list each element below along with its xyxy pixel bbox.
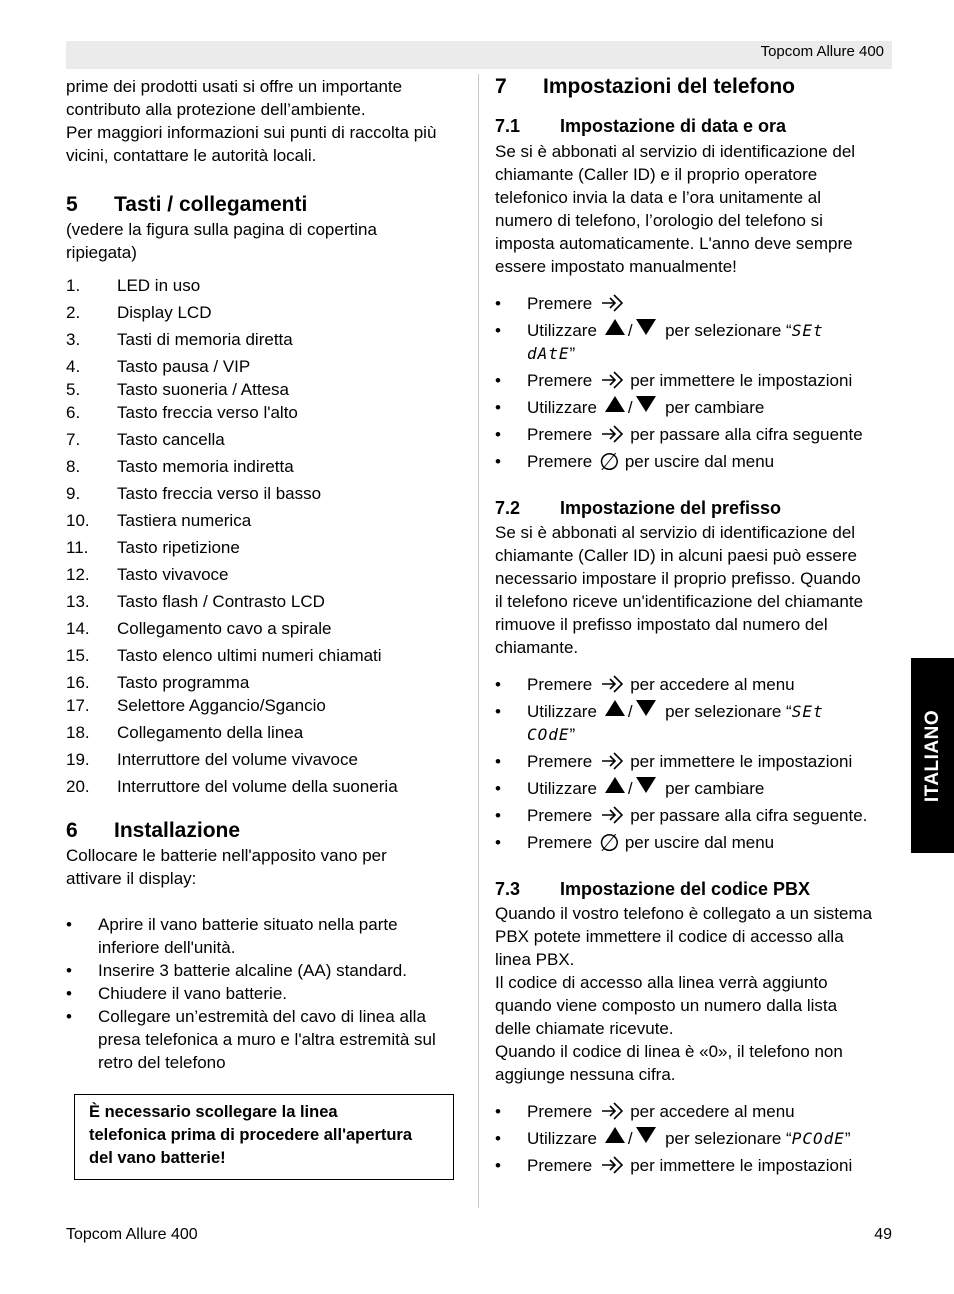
intro-paragraph [66, 75, 466, 167]
word-utilizzare: Utilizzare [527, 779, 597, 798]
section-number: 6 [66, 819, 78, 842]
enter-key-icon [600, 1101, 624, 1121]
text-line: telefonico invia la data e l’ora unitamente al [495, 188, 822, 207]
list-item [66, 401, 466, 424]
list-item [66, 301, 466, 324]
list-item [495, 396, 900, 419]
step-text [527, 396, 764, 419]
item-text: Collegamento cavo a spirale [117, 619, 332, 638]
text-line: quando viene composto un numero dalla lista [495, 996, 838, 1015]
item-text: Tasto ripetizione [117, 538, 240, 557]
page-number: 49 [874, 1226, 892, 1243]
text-line: chiamante (Caller ID) in alcuni paesi può essere [495, 546, 857, 565]
list-item [66, 482, 466, 505]
list-item [495, 1100, 900, 1123]
down-arrow-icon [636, 319, 656, 335]
item-text: Tasto suoneria / Attesa [117, 380, 289, 399]
warning-box [74, 1094, 454, 1180]
item-number: 11. [66, 538, 89, 557]
slash: / [627, 321, 633, 340]
step-text [527, 777, 764, 800]
text-line: retro del telefono [98, 1053, 226, 1072]
item-number: 16. [66, 673, 90, 692]
bullet: • [495, 398, 501, 417]
change-text: per cambiare [665, 398, 765, 417]
list-item [66, 355, 466, 378]
text-line: Quando il codice di linea è «0», il telefono non [495, 1042, 843, 1061]
item-number: 18. [66, 723, 90, 742]
list-item [66, 748, 466, 771]
word-premere: Premere [527, 833, 593, 852]
list-item [495, 750, 900, 773]
list-item [495, 777, 900, 800]
item-text: Interruttore del volume della suoneria [117, 777, 398, 796]
bullet: • [495, 321, 501, 340]
item-number: 17. [66, 696, 90, 715]
list-item [66, 328, 466, 351]
enter-key-icon [600, 293, 624, 313]
item-number: 7. [66, 430, 81, 449]
exit-menu-text: per uscire dal menu [624, 833, 775, 852]
step-text [98, 959, 407, 982]
text-line: linea PBX. [495, 950, 575, 969]
list-item [495, 292, 900, 315]
list-item [66, 563, 466, 586]
section-title: Impostazioni del telefono [543, 75, 796, 98]
word-premere: Premere [527, 425, 593, 444]
bullet: • [495, 371, 501, 390]
word-utilizzare: Utilizzare [527, 702, 597, 721]
item-number: 10. [66, 511, 90, 530]
exit-menu-text: per uscire dal menu [624, 452, 775, 471]
list-item [66, 775, 466, 798]
word-premere: Premere [527, 371, 593, 390]
section-7-heading [495, 74, 900, 100]
item-text: LED in uso [117, 276, 201, 295]
step-text [527, 750, 852, 773]
list-item [495, 700, 900, 746]
section-5-note: ripiegata) [66, 243, 137, 262]
bullet: • [495, 752, 501, 771]
text-line: Per maggiori informazioni sui punti di raccolta più [66, 123, 437, 142]
item-number: 15. [66, 646, 90, 665]
right-column [495, 74, 900, 1177]
bullet: • [495, 452, 501, 471]
section-5-note: (vedere la figura sulla pagina di copertina [66, 220, 377, 239]
list-item [66, 671, 466, 694]
list-item [495, 1154, 900, 1177]
list-item [66, 378, 466, 401]
item-number: 8. [66, 457, 81, 476]
list-item [495, 804, 900, 827]
list-item [66, 590, 466, 613]
word-premere: Premere [527, 452, 593, 471]
text-line: delle chiamate ricevute. [495, 1019, 674, 1038]
item-text: Display LCD [117, 303, 212, 322]
section-7-2-heading [495, 496, 900, 520]
text-line: chiamante. [495, 638, 579, 657]
installation-steps [66, 913, 466, 1074]
bullet: • [66, 915, 72, 934]
bullet: • [495, 1156, 501, 1175]
bullet: • [495, 702, 501, 721]
up-arrow-icon [605, 396, 625, 412]
select-text: per selezionare “ [665, 702, 792, 721]
lcd-text: COdE [527, 725, 570, 744]
list-item [495, 673, 900, 696]
enter-settings-text: per immettere le impostazioni [630, 1156, 853, 1175]
word-utilizzare: Utilizzare [527, 398, 597, 417]
step-text [98, 1005, 436, 1074]
down-arrow-icon [636, 396, 656, 412]
step-text [527, 423, 863, 446]
change-text: per cambiare [665, 779, 765, 798]
section-number: 7.3 [495, 879, 521, 899]
text-line: prime dei prodotti usati si offre un importante [66, 77, 403, 96]
enter-key-icon [600, 805, 624, 825]
text-line: Collegare un’estremità del cavo di linea alla [98, 1007, 426, 1026]
item-number: 20. [66, 777, 90, 796]
word-premere: Premere [527, 675, 593, 694]
keys-list [66, 274, 466, 798]
text-line: essere impostato manualmente! [495, 257, 737, 276]
item-number: 5. [66, 380, 81, 399]
step-text [527, 449, 775, 476]
step-text [527, 700, 824, 746]
word-premere: Premere [527, 1102, 593, 1121]
column-divider [478, 74, 479, 1208]
enter-key-icon [600, 370, 624, 390]
section-6-heading [66, 818, 466, 844]
item-number: 12. [66, 565, 90, 584]
item-text: Tasto memoria indiretta [117, 457, 294, 476]
section-number: 7.1 [495, 116, 521, 136]
item-number: 1. [66, 276, 81, 295]
step-text [527, 1154, 852, 1177]
text-line: contributo alla protezione dell’ambiente. [66, 100, 366, 119]
list-item [66, 721, 466, 744]
text-line: Inserire 3 batterie alcaline (AA) standard. [98, 961, 407, 980]
step-text [527, 673, 795, 696]
step-text [98, 982, 287, 1005]
warning-line: del vano batterie! [89, 1149, 226, 1167]
left-column [66, 74, 466, 1074]
up-arrow-icon [605, 1127, 625, 1143]
section-5-heading [66, 192, 466, 218]
bullet: • [495, 833, 501, 852]
next-digit-text: per passare alla cifra seguente. [630, 806, 868, 825]
bullet: • [495, 779, 501, 798]
access-menu-text: per accedere al menu [630, 1102, 795, 1121]
word-utilizzare: Utilizzare [527, 321, 597, 340]
down-arrow-icon [636, 777, 656, 793]
item-text: Tasto freccia verso il basso [117, 484, 322, 503]
enter-key-icon [600, 1155, 624, 1175]
header-bar [66, 41, 892, 69]
text-line: Aprire il vano batterie situato nella parte [98, 915, 398, 934]
down-arrow-icon [636, 1127, 656, 1143]
list-item [66, 536, 466, 559]
section-number: 7.2 [495, 498, 521, 518]
word-premere: Premere [527, 806, 593, 825]
section-7-1-body [495, 140, 900, 278]
list-item [66, 644, 466, 667]
section-7-2-body [495, 521, 900, 659]
section-title: Impostazione del prefisso [560, 498, 782, 518]
text-line: presa telefonica a muro e l'altra estremità sul [98, 1030, 436, 1049]
lcd-text: PCOdE [791, 1129, 845, 1148]
bullet: • [495, 1129, 501, 1148]
bullet: • [495, 806, 501, 825]
item-text: Tasto elenco ultimi numeri chiamati [117, 646, 382, 665]
item-text: Selettore Aggancio/Sgancio [117, 696, 326, 715]
up-arrow-icon [605, 700, 625, 716]
access-menu-text: per accedere al menu [630, 675, 795, 694]
item-text: Tastiera numerica [117, 511, 252, 530]
item-number: 9. [66, 484, 81, 503]
text-line: Quando il vostro telefono è collegato a un sistema [495, 904, 873, 923]
text-line: Chiudere il vano batterie. [98, 984, 288, 1003]
text-line: imposta automaticamente. L'anno deve sempre [495, 234, 853, 253]
text-line: Se si è abbonati al servizio di identificazione del [495, 142, 856, 161]
footer-title: Topcom Allure 400 [66, 1226, 198, 1243]
section-title: Installazione [114, 819, 241, 842]
text-line: Se si è abbonati al servizio di identificazione del [495, 523, 856, 542]
item-number: 14. [66, 619, 90, 638]
bullet: • [66, 984, 72, 1003]
section-7-3-heading [495, 877, 900, 901]
item-text: Tasto pausa / VIP [117, 357, 251, 376]
section-number: 7 [495, 75, 507, 98]
list-item [66, 617, 466, 640]
item-text: Tasto programma [117, 673, 250, 692]
lcd-text: SEt [791, 702, 824, 721]
item-number: 3. [66, 330, 81, 349]
section-title: Impostazione di data e ora [560, 116, 787, 136]
next-digit-text: per passare alla cifra seguente [630, 425, 863, 444]
bullet: • [66, 1007, 72, 1026]
word-premere: Premere [527, 1156, 593, 1175]
up-arrow-icon [605, 777, 625, 793]
list-item [66, 959, 466, 982]
step-text [527, 830, 775, 857]
section-number: 5 [66, 193, 78, 216]
enter-settings-text: per immettere le impostazioni [630, 752, 853, 771]
step-text [527, 369, 852, 392]
bullet: • [495, 675, 501, 694]
list-item [66, 428, 466, 451]
item-number: 19. [66, 750, 90, 769]
list-item [495, 449, 900, 476]
step-text [527, 1127, 851, 1150]
item-text: Tasto vivavoce [117, 565, 229, 584]
section-7-3-steps [495, 1100, 900, 1177]
section-7-1-steps [495, 292, 900, 476]
step-text [527, 319, 824, 365]
list-item [66, 1005, 466, 1074]
text-line: necessario impostare il proprio prefisso. Quando [495, 569, 861, 588]
select-text: per selezionare “ [665, 1129, 792, 1148]
end-call-icon: ∅ [598, 830, 620, 857]
language-side-tab [911, 658, 954, 853]
section-title: Impostazione del codice PBX [560, 879, 811, 899]
step-text [98, 913, 398, 959]
item-text: Tasto freccia verso l'alto [117, 403, 298, 422]
item-text: Interruttore del volume vivavoce [117, 750, 358, 769]
list-item [66, 982, 466, 1005]
list-item [495, 423, 900, 446]
list-item [66, 509, 466, 532]
warning-line: telefonica prima di procedere all'apertura [89, 1126, 413, 1144]
text-line: Il codice di accesso alla linea verrà aggiunto [495, 973, 828, 992]
section-7-1-heading [495, 114, 900, 138]
list-item [495, 319, 900, 365]
text-line: numero di telefono, l’orologio del telefono si [495, 211, 823, 230]
enter-key-icon [600, 424, 624, 444]
select-text: per selezionare “ [665, 321, 792, 340]
word-premere: Premere [527, 752, 593, 771]
language-label: ITALIANO [921, 709, 943, 802]
down-arrow-icon [636, 700, 656, 716]
header-title: Topcom Allure 400 [760, 43, 884, 60]
list-item [66, 694, 466, 717]
text-line: PBX potete immettere il codice di accesso alla [495, 927, 844, 946]
list-item [66, 455, 466, 478]
section-6-intro: attivare il display: [66, 869, 197, 888]
list-item [495, 1127, 900, 1150]
text-line: aggiunge nessuna cifra. [495, 1065, 676, 1084]
item-number: 4. [66, 357, 81, 376]
bullet: • [495, 294, 501, 313]
bullet: • [66, 961, 72, 980]
item-number: 6. [66, 403, 81, 422]
text-line: il telefono riceve un'identificazione del chiamante [495, 592, 864, 611]
text-line: rimuove il prefisso impostato dal numero del [495, 615, 828, 634]
text-line: vicini, contattare le autorità locali. [66, 146, 317, 165]
slash: / [627, 702, 633, 721]
text-line: chiamante (Caller ID) e il proprio operatore [495, 165, 818, 184]
step-text [527, 292, 630, 315]
step-text [527, 804, 867, 827]
close-quote: ” [569, 725, 576, 744]
section-7-2-steps [495, 673, 900, 857]
warning-line: È necessario scollegare la linea [89, 1103, 338, 1121]
close-quote: ” [569, 344, 576, 363]
item-number: 13. [66, 592, 90, 611]
list-item [66, 274, 466, 297]
section-6-intro: Collocare le batterie nell'apposito vano per [66, 846, 387, 865]
list-item [66, 913, 466, 959]
list-item [495, 369, 900, 392]
item-number: 2. [66, 303, 81, 322]
enter-key-icon [600, 751, 624, 771]
lcd-text: dAtE [527, 344, 570, 363]
item-text: Tasto flash / Contrasto LCD [117, 592, 325, 611]
word-premere: Premere [527, 294, 593, 313]
slash: / [627, 779, 633, 798]
up-arrow-icon [605, 319, 625, 335]
slash: / [627, 1129, 633, 1148]
section-7-3-body [495, 902, 900, 1086]
enter-settings-text: per immettere le impostazioni [630, 371, 853, 390]
lcd-text: SEt [791, 321, 824, 340]
section-title: Tasti / collegamenti [114, 193, 308, 216]
enter-key-icon [600, 674, 624, 694]
slash: / [627, 398, 633, 417]
bullet: • [495, 1102, 501, 1121]
word-utilizzare: Utilizzare [527, 1129, 597, 1148]
close-quote: ” [844, 1129, 851, 1148]
item-text: Collegamento della linea [117, 723, 304, 742]
text-line: inferiore dell'unità. [98, 938, 236, 957]
end-call-icon: ∅ [598, 449, 620, 476]
bullet: • [495, 425, 501, 444]
item-text: Tasti di memoria diretta [117, 330, 293, 349]
item-text: Tasto cancella [117, 430, 225, 449]
list-item [495, 830, 900, 857]
step-text [527, 1100, 795, 1123]
